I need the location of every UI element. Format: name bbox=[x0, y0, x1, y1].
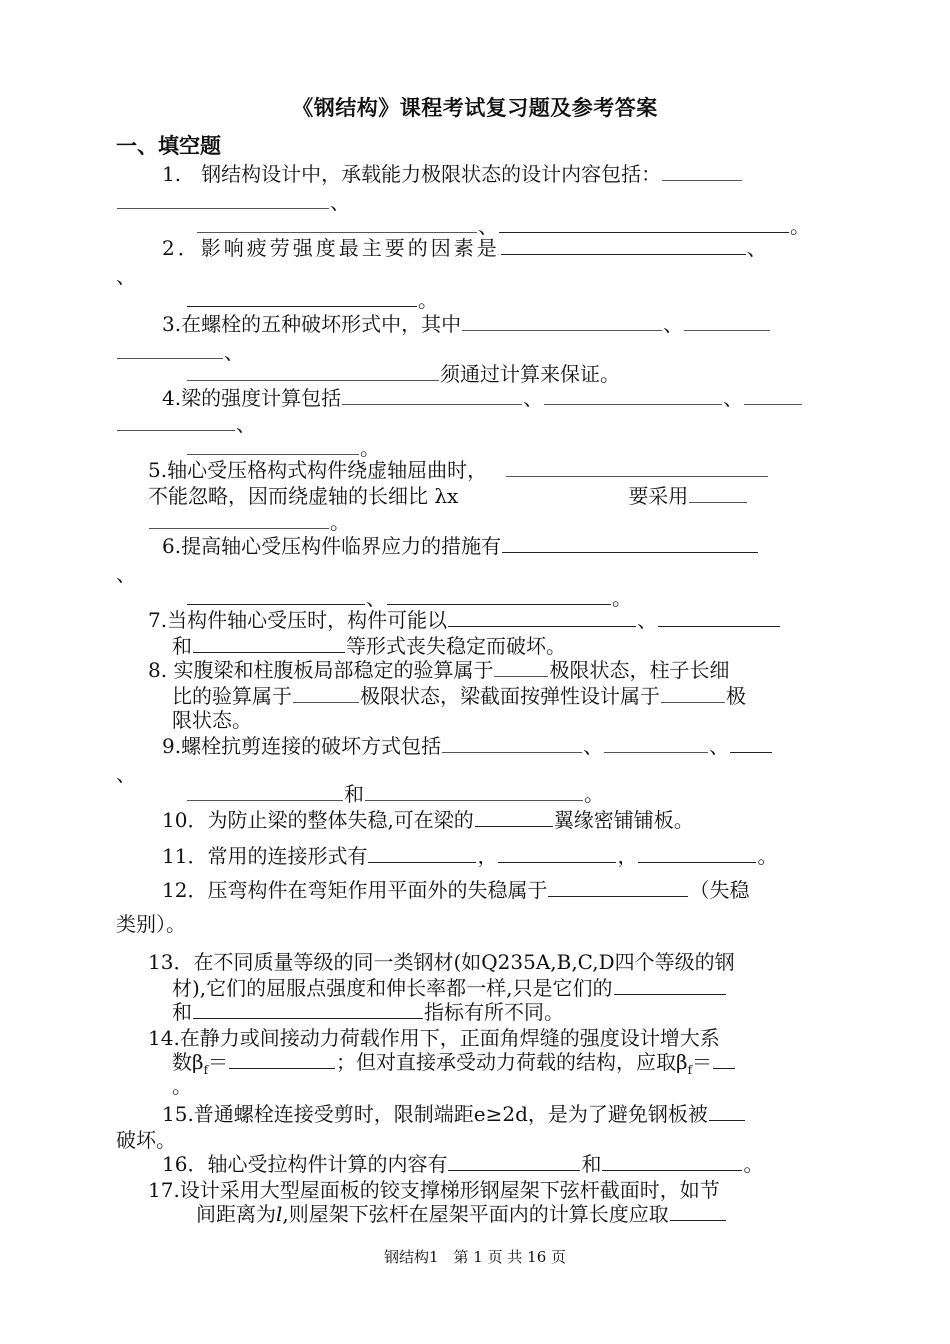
answer-blank bbox=[661, 682, 725, 703]
question-13-line-1: 13．在不同质量等级的同一类钢材(如Q235A,B,C,D四个等级的钢 bbox=[148, 950, 735, 974]
answer-blank bbox=[602, 1150, 742, 1171]
answer-blank bbox=[604, 732, 708, 753]
answer-blank bbox=[448, 606, 636, 627]
question-8-line-2: 比的验算属于 极限状态，梁截面按弹性设计属于 极 bbox=[172, 684, 746, 708]
answer-blank bbox=[448, 1150, 580, 1171]
question-7-line-1: 7.当构件轴心受压时，构件可能以 、 bbox=[148, 606, 781, 634]
page-footer: 钢结构1 第 1 页 共 16 页 bbox=[383, 1248, 566, 1266]
answer-blank bbox=[744, 384, 802, 405]
answer-blank bbox=[117, 188, 329, 209]
answer-blank bbox=[713, 1048, 735, 1069]
answer-blank bbox=[684, 310, 770, 331]
question-5-line-2: 不能忽略，因而绕虚轴的长细比 λx 要采用 bbox=[148, 482, 748, 510]
answer-blank bbox=[689, 482, 747, 503]
answer-blank bbox=[342, 384, 522, 405]
question-10: 10．为防止梁的整体失稳,可在梁的 翼缘密铺铺板。 bbox=[162, 808, 694, 832]
question-1-line-2: 、 bbox=[116, 188, 350, 216]
answer-blank bbox=[117, 338, 223, 359]
question-16: 16．轴心受拉构件计算的内容有 和 。 bbox=[162, 1152, 764, 1176]
answer-blank bbox=[187, 584, 365, 605]
answer-blank bbox=[638, 842, 756, 863]
question-17-line-2: 间距离为l,则屋架下弦杆在屋架平面内的计算长度应取 bbox=[196, 1200, 727, 1228]
question-9-line-3: 和 。 bbox=[186, 780, 604, 808]
answer-blank bbox=[614, 974, 726, 995]
question-14-line-2: 数$\beta_f=$ ；但对直接承受动力荷载的结构，应取$\beta_f=$ bbox=[172, 1048, 736, 1084]
question-6-line-2: 、 bbox=[116, 562, 136, 586]
question-14-line-1: 14.在静力或间接动力荷载作用下，正面角焊缝的强度设计增大系 bbox=[148, 1026, 720, 1050]
question-12-line-2: 类别）。 bbox=[116, 912, 186, 936]
answer-blank bbox=[544, 384, 722, 405]
answer-blank bbox=[462, 310, 662, 331]
question-4-line-2: 、 bbox=[116, 410, 256, 438]
question-2-line-2: 、 bbox=[116, 264, 136, 288]
answer-blank bbox=[387, 584, 611, 605]
question-15-line-1: 15.普通螺栓连接受剪时，限制端距e≥2d，是为了避免钢板被 bbox=[162, 1100, 746, 1128]
answer-blank bbox=[494, 656, 548, 677]
question-3-line-1: 3.在螺栓的五种破坏形式中，其中 、 bbox=[162, 310, 771, 338]
question-7-line-2: 和 等形式丧失稳定而破坏。 bbox=[172, 634, 566, 658]
answer-blank bbox=[197, 212, 477, 233]
answer-blank bbox=[730, 732, 772, 753]
answer-blank bbox=[187, 286, 417, 307]
answer-blank bbox=[193, 998, 423, 1019]
section-heading: 一、填空题 bbox=[116, 133, 221, 158]
question-5-line-1: 5.轴心受压格构式构件绕虚轴屈曲时， bbox=[148, 456, 769, 484]
question-5-line-3: 。 bbox=[148, 508, 350, 536]
answer-blank bbox=[501, 234, 746, 255]
question-9-line-1: 9.螺栓抗剪连接的破坏方式包括 、 、 bbox=[162, 732, 773, 760]
answer-blank bbox=[229, 1048, 335, 1069]
answer-blank bbox=[498, 842, 616, 863]
question-3-line-3: 须通过计算来保证。 bbox=[186, 360, 620, 388]
answer-blank bbox=[193, 632, 345, 653]
answer-blank bbox=[499, 212, 789, 233]
question-1-line-3: 、 。 bbox=[196, 212, 810, 240]
question-15-line-2: 破坏。 bbox=[116, 1128, 176, 1152]
answer-blank bbox=[475, 806, 553, 827]
answer-blank bbox=[149, 508, 329, 529]
question-4-line-3: 。 bbox=[186, 434, 380, 462]
answer-blank bbox=[187, 360, 439, 381]
question-3-line-2: 、 bbox=[116, 338, 244, 366]
question-2-line-1: 2．影响疲劳强度最主要的因素是 、 bbox=[162, 236, 770, 260]
answer-blank bbox=[548, 876, 688, 897]
question-17-line-1: 17.设计采用大型屋面板的铰支撑梯形钢屋架下弦杆截面时，如节 bbox=[148, 1178, 720, 1202]
question-6-line-1: 6.提高轴心受压构件临界应力的措施有 bbox=[162, 532, 759, 560]
answer-blank bbox=[187, 780, 343, 801]
question-8-line-3: 限状态。 bbox=[172, 708, 252, 732]
answer-blank bbox=[506, 456, 768, 477]
answer-blank bbox=[117, 410, 235, 431]
question-2-line-3: 。 bbox=[186, 286, 438, 314]
answer-blank bbox=[442, 732, 582, 753]
question-8-line-1: 8. 实腹梁和柱腹板局部稳定的验算属于 极限状态，柱子长细 bbox=[148, 658, 730, 682]
answer-blank bbox=[662, 160, 742, 181]
question-11: 11．常用的连接形式有 ， ， 。 bbox=[162, 844, 778, 868]
answer-blank bbox=[293, 682, 359, 703]
answer-blank bbox=[368, 842, 476, 863]
answer-blank bbox=[502, 532, 758, 553]
answer-blank bbox=[365, 780, 583, 801]
answer-blank bbox=[187, 434, 359, 455]
page-title: 《钢结构》课程考试复习题及参考答案 bbox=[292, 95, 658, 120]
question-14-line-3: 。 bbox=[172, 1074, 192, 1098]
question-4-line-1: 4.梁的强度计算包括 、 、 bbox=[162, 384, 803, 412]
question-12-line-1: 12．压弯构件在弯矩作用平面外的失稳属于 （失稳 bbox=[162, 878, 750, 902]
question-13-line-3: 和 指标有所不同。 bbox=[172, 1000, 564, 1024]
question-1-line-1: 1. 钢结构设计中，承载能力极限状态的设计内容包括： bbox=[162, 160, 743, 188]
question-9-line-2: 、 bbox=[116, 762, 136, 786]
question-13-line-2: 材),它们的屈服点强度和伸长率都一样,只是它们的 bbox=[172, 974, 727, 1002]
answer-blank bbox=[658, 606, 780, 627]
answer-blank bbox=[670, 1200, 726, 1221]
question-6-line-3: 、 。 bbox=[186, 584, 632, 612]
answer-blank bbox=[709, 1100, 745, 1121]
